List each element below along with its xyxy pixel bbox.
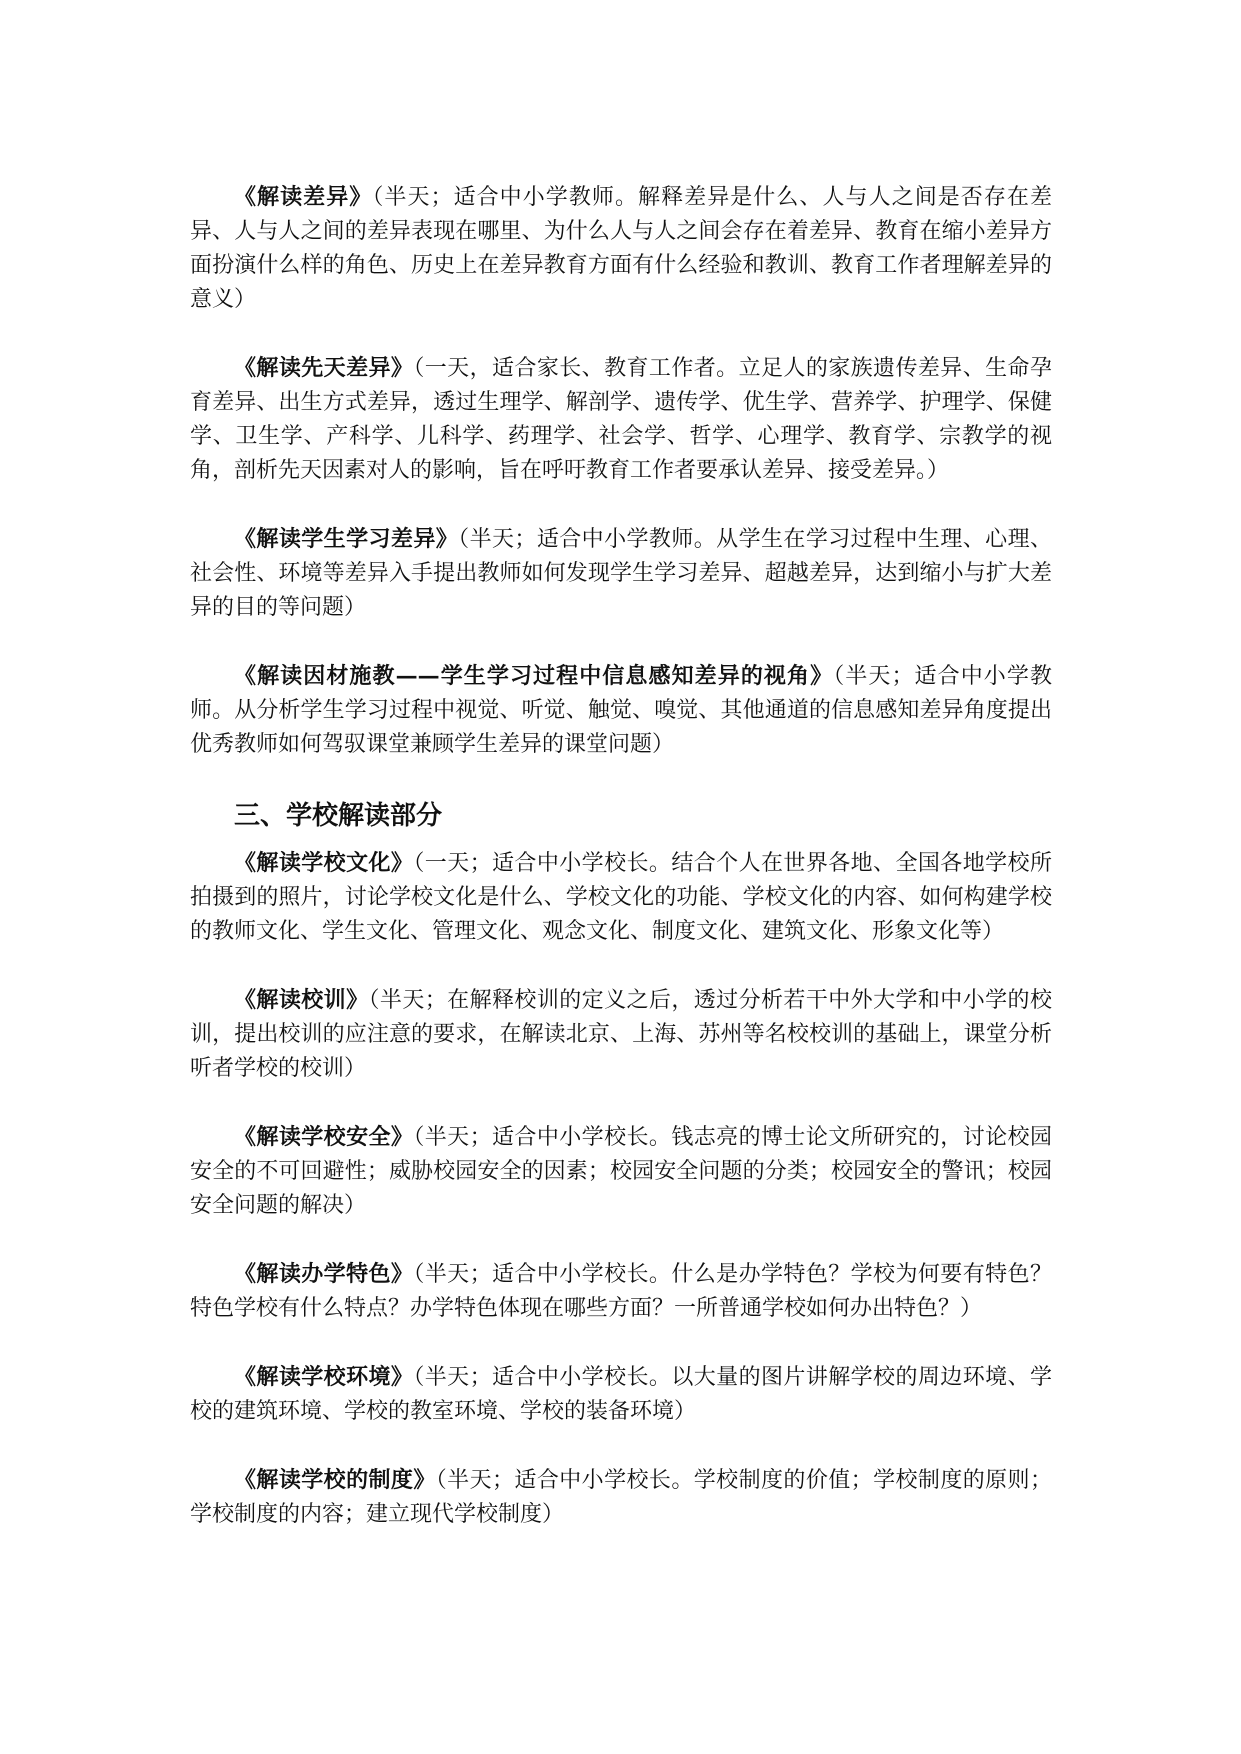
entry-description: （半天；适合中小学校长。什么是办学特色？学校为何要有特色？特色学校有什么特点？办学特色体现在哪些方面？一所普通学校如何办出特色？） [190,1262,1052,1321]
entry-title: 《解读校训》 [234,987,369,1013]
entry-jiedu-xuexiao-huanjing [190,1360,1052,1429]
entry-jiedu-yincai-shijiao [190,659,1052,762]
entry-description: （半天；适合中小学教师。从分析学生学习过程中视觉、听觉、触觉、嗅觉、其他通道的信息感知差异角度提出优秀教师如何驾驭课堂兼顾学生差异的课堂问题） [190,664,1052,757]
entry-description: （半天；适合中小学校长。钱志亮的博士论文所研究的，讨论校园安全的不可回避性；威胁校园安全的因素；校园安全问题的分类；校园安全的警讯；校园安全问题的解决） [190,1125,1052,1218]
entry-description: （半天；在解释校训的定义之后，透过分析若干中外大学和中小学的校训，提出校训的应注意的要求，在解读北京、上海、苏州等名校校训的基础上，课堂分析听者学校的校训） [190,988,1052,1081]
entry-title: 《解读因材施教——学生学习过程中信息感知差异的视角》 [234,663,834,689]
entry-jiedu-banxue-tese [190,1257,1052,1326]
entry-jiedu-xiaoxun [190,983,1052,1086]
entry-title: 《解读办学特色》 [234,1261,414,1287]
entry-jiedu-xiantian-chayi [190,351,1052,488]
entry-jiedu-xuesheng-xuexi-chayi [190,522,1052,625]
entry-title: 《解读先天差异》 [234,355,414,381]
entry-title: 《解读学生学习差异》 [234,526,459,552]
entry-jiedu-chayi [190,180,1052,317]
document-page [190,180,1052,1566]
entry-jiedu-xuexiao-anquan [190,1120,1052,1223]
entry-title: 《解读学校文化》 [234,850,414,876]
entry-description: （一天；适合中小学校长。结合个人在世界各地、全国各地学校所拍摄到的照片，讨论学校文化是什么、学校文化的功能、学校文化的内容、如何构建学校的教师文化、学生文化、管理文化、观念文化、制度文化、建筑文化、形象文化等） [190,851,1052,944]
entry-title: 《解读学校的制度》 [234,1467,436,1493]
section-heading: 三、学校解读部分 [234,801,443,831]
entry-description: （半天；适合中小学校长。学校制度的价值；学校制度的原则；学校制度的内容；建立现代学校制度） [190,1468,1052,1527]
entry-description: （半天；适合中小学校长。以大量的图片讲解学校的周边环境、学校的建筑环境、学校的教室环境、学校的装备环境） [190,1365,1052,1424]
entry-jiedu-xuexiao-zhidu [190,1463,1052,1532]
entry-title: 《解读差异》 [234,184,373,210]
entry-title: 《解读学校安全》 [234,1124,414,1150]
entry-jiedu-xuexiao-wenhua [190,846,1052,949]
entry-title: 《解读学校环境》 [234,1364,414,1390]
entry-description: （一天，适合家长、教育工作者。立足人的家族遗传差异、生命孕育差异、出生方式差异，透过生理学、解剖学、遗传学、优生学、营养学、护理学、保健学、卫生学、产科学、儿科学、药理学、社会学、哲学、心理学、教育学、宗教学的视角，剖析先天因素对人的影响，旨在呼吁教育工作者要承认差异、接受差异。） [190,356,1052,483]
entry-description: （半天；适合中小学教师。解释差异是什么、人与人之间是否存在差异、人与人之间的差异表现在哪里、为什么人与人之间会存在着差异、教育在缩小差异方面扮演什么样的角色、历史上在差异教育方面有什么经验和教训、教育工作者理解差异的意义） [190,185,1052,312]
entry-description: （半天；适合中小学教师。从学生在学习过程中生理、心理、社会性、环境等差异入手提出教师如何发现学生学习差异、超越差异，达到缩小与扩大差异的目的等问题） [190,527,1052,620]
